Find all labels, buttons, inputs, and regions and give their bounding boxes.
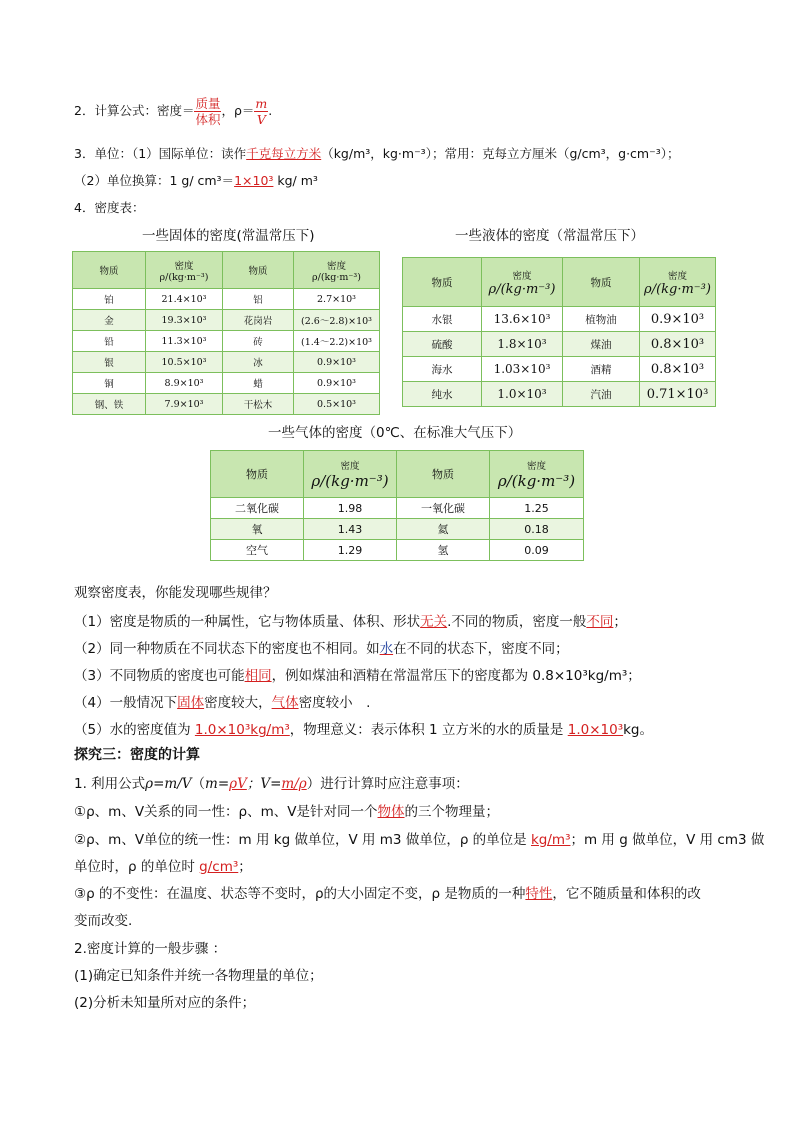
calc-formula: ρ=m/V xyxy=(145,776,192,792)
formula-mid: ，ρ＝ xyxy=(221,103,255,118)
rule-text: .不同的物质，密度一般 xyxy=(447,614,587,630)
cell: (2.6～2.8)×10³ xyxy=(294,310,380,331)
cell: 7.9×10³ xyxy=(146,394,223,415)
cell: 10.5×10³ xyxy=(146,352,223,373)
cell: 纯水 xyxy=(403,382,482,407)
table-row xyxy=(211,519,584,540)
rule-text: 在不同的状态下，密度不同； xyxy=(393,641,569,657)
table-row xyxy=(211,498,584,519)
header-density-2 xyxy=(490,451,584,498)
cell: 1.0×10³ xyxy=(482,382,563,407)
rule-answer: 气体 xyxy=(271,695,299,711)
table-row xyxy=(403,382,716,407)
unit-line xyxy=(74,144,679,162)
header-density-label: 密度 xyxy=(512,270,532,282)
gas-density-table xyxy=(210,450,584,561)
cell: 冰 xyxy=(223,352,294,373)
rule-answer: 1.0×10³ xyxy=(567,722,624,738)
cell: (1.4～2.2)×10³ xyxy=(294,331,380,352)
cell: 氢 xyxy=(397,540,490,561)
cell: 0.9×10³ xyxy=(640,307,716,332)
header-substance-2: 物质 xyxy=(223,252,294,289)
header-substance-2: 物质 xyxy=(563,258,640,307)
calc-text: 单位时，ρ 的单位时 xyxy=(74,859,200,875)
header-density xyxy=(482,258,563,307)
unit-prefix: 3．单位：（1）国际单位：读作 xyxy=(74,146,247,161)
formula-prefix: 2．计算公式：密度＝ xyxy=(74,103,195,118)
header-density-unit: ρ/(kg·m⁻³) xyxy=(159,271,209,283)
header-density-label: 密度 xyxy=(174,260,194,272)
header-density-unit: ρ/(kg·m⁻³) xyxy=(497,472,576,490)
formula-line xyxy=(74,96,272,127)
fraction-mass-volume xyxy=(194,96,221,127)
calc-line-6: 变而改变. xyxy=(74,913,133,929)
liquid-density-table xyxy=(402,257,716,407)
cell: 海水 xyxy=(403,357,482,382)
calc-text: ②ρ、m、V单位的统一性：m 用 kg 做单位，V 用 m3 做单位，ρ 的单位是 xyxy=(74,832,531,848)
convert-prefix: （2）单位换算：1 g/ cm³＝ xyxy=(74,173,235,188)
cell: 钢、铁 xyxy=(73,394,146,415)
calc-line-2 xyxy=(74,800,499,820)
header-density-unit: ρ/(kg·m⁻³) xyxy=(644,281,711,297)
cell: 铝 xyxy=(223,289,294,310)
solid-caption: 一些固体的密度(常温常压下) xyxy=(142,228,315,244)
cell: 一氧化碳 xyxy=(397,498,490,519)
calc-answer: 物体 xyxy=(377,804,405,820)
cell: 0.18 xyxy=(490,519,584,540)
calc-line-1 xyxy=(74,772,469,792)
calc-text: ①ρ、m、V关系的同一性：ρ、m、V是针对同一个 xyxy=(74,804,378,820)
calc-line-5 xyxy=(74,882,701,902)
cell: 1.43 xyxy=(304,519,397,540)
rule-5 xyxy=(74,718,653,738)
cell: 8.9×10³ xyxy=(146,373,223,394)
liquid-caption: 一些液体的密度（常温常压下） xyxy=(455,228,644,244)
rule-1 xyxy=(74,610,627,630)
cell: 花岗岩 xyxy=(223,310,294,331)
table-row xyxy=(73,373,380,394)
table-row xyxy=(211,540,584,561)
rule-text: （4）一般情况下 xyxy=(74,695,178,711)
calc-text: ）进行计算时应注意事项： xyxy=(306,776,469,792)
calc-answer: ρV xyxy=(229,776,247,792)
table-row xyxy=(73,394,380,415)
rule-text: （5）水的密度值为 xyxy=(74,722,195,738)
cell: 铜 xyxy=(73,373,146,394)
rule-3 xyxy=(74,664,641,684)
header-density-unit: ρ/(kg·m⁻³) xyxy=(488,281,556,297)
formula-end: . xyxy=(268,103,273,118)
rule-text: ； xyxy=(613,614,627,630)
calc-line-4 xyxy=(74,855,252,875)
cell: 植物油 xyxy=(563,307,640,332)
cell: 水银 xyxy=(403,307,482,332)
step-1: (1)确定已知条件并统一各物理量的单位； xyxy=(74,968,323,984)
rule-answer: 相同 xyxy=(244,668,272,684)
header-density xyxy=(304,451,397,498)
calc-text: ；m 用 g 做单位，V 用 cm3 做 xyxy=(570,832,765,848)
cell: 13.6×10³ xyxy=(482,307,563,332)
rule-text: ，物理意义：表示体积 1 立方米的水的质量是 xyxy=(289,722,568,738)
unit-symbols: （kg/m³，kg·m⁻³）；常用：克每立方厘米（g/cm³，g·cm⁻³）； xyxy=(321,146,680,161)
rule-text: 密度较小 . xyxy=(298,695,371,711)
calc-answer: g/cm³ xyxy=(199,859,239,875)
cell: 11.3×10³ xyxy=(146,331,223,352)
cell: 0.9×10³ xyxy=(294,373,380,394)
header-substance: 物质 xyxy=(73,252,146,289)
calc-text: ③ρ 的不变性：在温度、状态等不变时，ρ的大小固定不变，ρ 是物质的一种 xyxy=(74,886,526,902)
fraction-denominator: 体积 xyxy=(195,112,221,127)
cell: 1.98 xyxy=(304,498,397,519)
rule-answer: 水 xyxy=(379,641,394,657)
fraction-numerator-m: m xyxy=(255,96,268,111)
rule-answer: 无关 xyxy=(420,614,448,630)
rule-2 xyxy=(74,637,569,657)
convert-value: 1×10³ xyxy=(234,173,274,188)
calc-text: （ xyxy=(191,776,206,792)
header-density-2 xyxy=(294,252,380,289)
calc-text: ； xyxy=(238,859,252,875)
header-density-unit: ρ/(kg·m⁻³) xyxy=(311,472,389,490)
cell: 干松木 xyxy=(223,394,294,415)
header-substance: 物质 xyxy=(211,451,304,498)
rule-text: （1）密度是物质的一种属性，它与物体质量、体积、形状 xyxy=(74,614,421,630)
calc-text: 1. 利用公式 xyxy=(74,776,146,792)
table-row xyxy=(403,357,716,382)
cell: 铂 xyxy=(73,289,146,310)
observe-question: 观察密度表，你能发现哪些规律？ xyxy=(74,585,277,601)
cell: 蜡 xyxy=(223,373,294,394)
calc-answer: kg/m³ xyxy=(530,832,571,848)
convert-line xyxy=(74,171,318,189)
header-density-2 xyxy=(640,258,716,307)
cell: 0.8×10³ xyxy=(640,332,716,357)
cell: 0.9×10³ xyxy=(294,352,380,373)
cell: 二氧化碳 xyxy=(211,498,304,519)
cell: 0.71×10³ xyxy=(640,382,716,407)
rule-text: 密度较大， xyxy=(204,695,272,711)
cell: 1.29 xyxy=(304,540,397,561)
header-density-label: 密度 xyxy=(667,270,687,282)
cell: 汽油 xyxy=(563,382,640,407)
gas-caption: 一些气体的密度（0℃、在标准大气压下） xyxy=(268,425,522,441)
table-row xyxy=(403,307,716,332)
calc-line-3 xyxy=(74,828,764,848)
rule-text: （3）不同物质的密度也可能 xyxy=(74,668,245,684)
cell: 2.7×10³ xyxy=(294,289,380,310)
calc-text: ，它不随质量和体积的改 xyxy=(552,886,701,902)
cell: 金 xyxy=(73,310,146,331)
section-title: 探究三：密度的计算 xyxy=(74,747,200,763)
table-row xyxy=(73,289,380,310)
fraction-numerator: 质量 xyxy=(195,96,221,111)
calc-text: 的三个物理量； xyxy=(404,804,500,820)
cell: 19.3×10³ xyxy=(146,310,223,331)
cell: 砖 xyxy=(223,331,294,352)
table-row xyxy=(73,331,380,352)
rule-answer: 不同 xyxy=(586,614,614,630)
table-intro: 4．密度表： xyxy=(74,200,145,215)
table-row xyxy=(73,310,380,331)
cell: 21.4×10³ xyxy=(146,289,223,310)
steps-title: 2.密度计算的一般步骤 ： xyxy=(74,941,227,957)
cell: 空气 xyxy=(211,540,304,561)
rule-4 xyxy=(74,691,370,711)
table-row xyxy=(73,352,380,373)
cell: 铅 xyxy=(73,331,146,352)
header-density-label: 密度 xyxy=(526,461,546,472)
rule-text: （2）同一种物质在不同状态下的密度也不相同。如 xyxy=(74,641,380,657)
cell: 煤油 xyxy=(563,332,640,357)
header-density-unit: ρ/(kg·m⁻³) xyxy=(312,271,361,283)
calc-answer: m/ρ xyxy=(281,776,307,792)
cell: 0.09 xyxy=(490,540,584,561)
cell: 0.5×10³ xyxy=(294,394,380,415)
rule-answer: 1.0×10³kg/m³ xyxy=(194,722,290,738)
table-row xyxy=(403,332,716,357)
cell: 硫酸 xyxy=(403,332,482,357)
cell: 0.8×10³ xyxy=(640,357,716,382)
calc-answer: 特性 xyxy=(525,886,553,902)
cell: 酒精 xyxy=(563,357,640,382)
header-substance: 物质 xyxy=(403,258,482,307)
header-substance-2: 物质 xyxy=(397,451,490,498)
fraction-m-v xyxy=(254,96,268,127)
calc-text: ；V= xyxy=(246,776,282,792)
fraction-denominator-v: V xyxy=(256,112,266,127)
cell: 1.25 xyxy=(490,498,584,519)
header-density xyxy=(146,252,223,289)
unit-reading: 千克每立方米 xyxy=(246,146,322,161)
solid-density-table xyxy=(72,251,380,415)
rule-text: ，例如煤油和酒精在常温常压下的密度都为 0.8×10³kg/m³； xyxy=(271,668,641,684)
cell: 氧 xyxy=(211,519,304,540)
header-density-label: 密度 xyxy=(340,461,360,472)
calc-text: m= xyxy=(205,776,230,792)
header-density-label: 密度 xyxy=(326,260,346,272)
convert-suffix: kg/ m³ xyxy=(273,173,318,188)
rule-text: kg。 xyxy=(623,722,653,738)
cell: 氦 xyxy=(397,519,490,540)
cell: 银 xyxy=(73,352,146,373)
cell: 1.8×10³ xyxy=(482,332,563,357)
step-2: (2)分析未知量所对应的条件； xyxy=(74,995,256,1011)
cell: 1.03×10³ xyxy=(482,357,563,382)
rule-answer: 固体 xyxy=(177,695,205,711)
